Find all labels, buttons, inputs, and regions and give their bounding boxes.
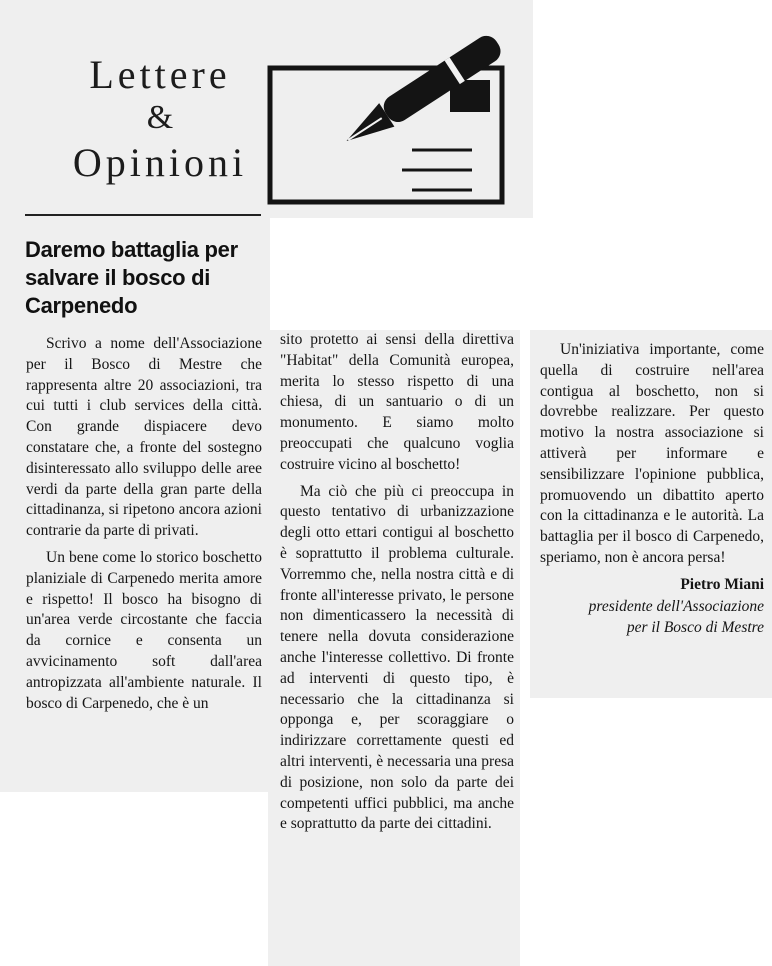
paragraph: Ma ciò che più ci preoccupa in questo tentativo di urbanizzazione degli otto ettari contigui al boschetto è soprattutto il problema culturale. Vorremmo che, nella nostra città e di fronte all'interesse privato, le persone non dimenticassero la necessità di tenere nella dovuta considerazione anche l'interesse collettivo. Di fronte ad interventi di questo tipo, è necessario che la cittadinanza si opponga e, per scoraggiare o indirizzare correttamente questi ed altri interventi, è necessaria una presa di posizione, non solo da parte dei competenti uffici pubblici, ma anche e soprattutto da parte dei cittadini. [280,482,514,833]
section-title-ampersand: & [146,99,174,136]
section-title-word-1: Lettere [89,52,231,97]
section-title [55,52,265,188]
article-headline: Daremo battaglia per salvare il bosco di Carpenedo [25,237,238,318]
signature [540,575,764,638]
section-divider [25,214,261,216]
article-column-3 [540,340,764,638]
paragraph: Un bene come lo storico boschetto planiziale di Carpenedo merita amore e rispetto! Il bosco ha bisogno di un'area verde circostante che faccia da cornice e consenta un avvicinamento soft dall'area antropizzata all'ambiente naturale. Il bosco di Carpenedo, che è un [26,548,262,712]
article-column-1 [26,334,262,714]
signature-organization: per il Bosco di Mestre [626,618,764,636]
paragraph: Un'iniziativa importante, come quella di costruire nell'area contigua al boschetto, non si dovrebbe realizzare. Per questo motivo la nostra associazione si attiverà per informare e sensibilizzare l'opinione pubblica, promuovendo un dibattito aperto con la cittadinanza e le autorità. La battaglia per il bosco di Carpenedo, speriamo, non è ancora persa! [540,341,764,566]
signature-name: Pietro Miani [680,575,764,593]
envelope-with-fountain-pen-icon [262,28,522,208]
signature-role: presidente dell'Associazione [588,597,764,615]
article-column-2 [280,330,514,835]
paragraph-continued: sito protetto ai sensi della direttiva "Habitat" della Comunità europea, merita lo stesso rispetto di una chiesa, di un santuario o di un monumento. E siamo molto preoccupati che qualcuno voglia costruire vicino al boschetto! [280,331,514,473]
paragraph: Scrivo a nome dell'Associazione per il Bosco di Mestre che rappresenta altre 20 associazioni, tra cui tutti i club services della città. Con grande dispiacere devo constatare che, a fronte del sostegno disinteressato allo sviluppo delle aree verdi da parte della gran parte della cittadinanza, si ripetono ancora azioni contrarie da parte di privati. [26,335,262,540]
section-title-word-2: Opinioni [72,140,248,185]
